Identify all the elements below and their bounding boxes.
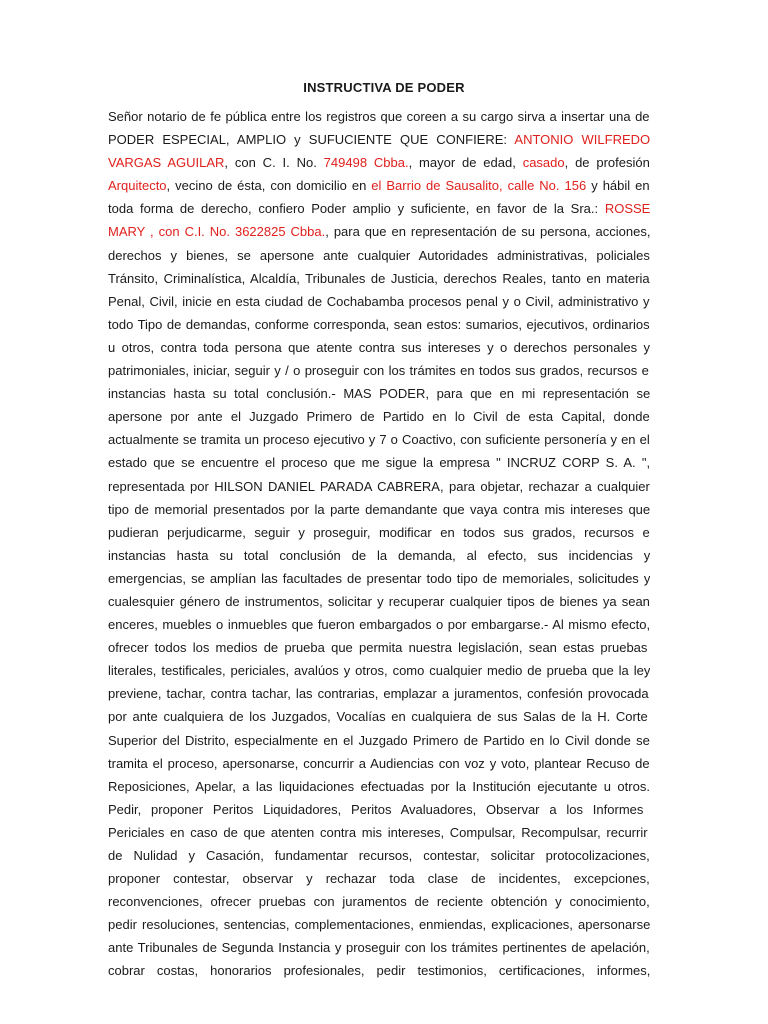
text-line	[108, 936, 650, 959]
text-line	[108, 405, 650, 428]
text-line	[108, 451, 650, 474]
text-run: Periciales en caso de que atenten contra mis intereses, Compulsar, Recompulsar, recurrir	[108, 824, 648, 840]
text-line	[108, 798, 650, 821]
text-run: PODER ESPECIAL, AMPLIO y SUFUCIENTE QUE CONFIERE:	[108, 132, 515, 148]
text-run: toda forma de derecho, confiero Poder amplio y suficiente, en favor de la Sra.:	[108, 201, 605, 217]
text-run: actualmente se tramita un proceso ejecutivo y 7 o Coactivo, con suficiente personería y en el	[108, 432, 650, 448]
highlighted-field-text: 749498 Cbba.	[323, 155, 409, 171]
text-line	[108, 498, 650, 521]
text-line	[108, 890, 650, 913]
text-run: todo Tipo de demandas, conforme corresponda, sean estos: sumarios, ejecutivos, ordinarios	[108, 316, 650, 332]
text-run: derechos y bienes, se apersone ante cualquier Autoridades administrativas, policiales	[108, 247, 650, 263]
text-run: pedir resoluciones, sentencias, complementaciones, enmiendas, explicaciones, apersonarse	[108, 917, 650, 933]
text-run: , vecino de ésta, con domicilio en	[166, 178, 372, 194]
text-run: apersone por ante el Juzgado Primero de Partido en lo Civil de esta Capital, donde	[108, 409, 650, 425]
text-line	[108, 151, 650, 174]
text-line	[108, 359, 650, 382]
text-line	[108, 659, 650, 682]
text-line	[108, 428, 650, 451]
text-run: instancias hasta su total conclusión de la demanda, al efecto, sus incidencias y	[108, 547, 650, 563]
text-line	[108, 267, 650, 290]
text-line	[108, 521, 650, 544]
text-run: enceres, muebles o inmuebles que fueron embargados o por embargarse.- Al mismo efecto,	[108, 617, 650, 633]
text-line	[108, 682, 650, 705]
text-run: previene, tachar, contra tachar, las contrarias, emplazar a juramentos, confesión provocada	[108, 686, 649, 702]
highlighted-field-text: Arquitecto	[108, 178, 167, 194]
text-run: Tránsito, Criminalística, Alcaldía, Tribunales de Justicia, derechos Reales, tanto en materia	[108, 270, 650, 286]
text-run: por ante cualquiera de los Juzgados, Vocalías en cualquiera de sus Salas de la H. Corte	[108, 709, 648, 725]
text-line	[108, 475, 650, 498]
text-run: Señor notario de fe pública entre los registros que coreen a su cargo sirva a insertar una de	[108, 109, 650, 124]
text-line	[108, 382, 650, 405]
document-title: INSTRUCTIVA DE PODER	[303, 80, 465, 95]
text-run: patrimoniales, iniciar, seguir y / o proseguir con los trámites en todos sus grados, recursos e	[108, 363, 649, 379]
text-line	[108, 336, 650, 359]
text-run: Reposiciones, Apelar, a las liquidaciones efectuadas por la Institución ejecutante u otros.	[108, 778, 650, 794]
text-run: tipo de memorial presentados por la parte demandante que vaya contra mis intereses que	[108, 501, 650, 517]
text-run: pudieran perjudicarme, seguir y proseguir, modificar en todos sus grados, recursos e	[108, 524, 650, 540]
text-run: ofrecer todos los medios de prueba que permita nuestra legislación, sean estas pruebas	[108, 640, 648, 656]
text-run: proponer contestar, observar y rechazar toda clase de incidentes, excepciones,	[108, 871, 650, 887]
text-line	[108, 729, 650, 752]
text-line	[108, 636, 650, 659]
text-line	[108, 544, 650, 567]
text-run: , con C. I. No.	[224, 155, 324, 171]
text-run: Pedir, proponer Peritos Liquidadores, Peritos Avaluadores, Observar a los Informes	[108, 801, 644, 817]
text-run: , de profesión	[564, 155, 650, 171]
highlighted-field-text: MARY , con C.I. No. 3622825 Cbba.	[108, 224, 326, 240]
text-line	[108, 313, 650, 336]
text-line	[108, 244, 650, 267]
highlighted-field-text: ROSSE	[604, 201, 650, 217]
highlighted-field-text: el Barrio de Sausalito, calle No. 156	[371, 178, 587, 194]
text-line	[108, 752, 650, 775]
text-line	[108, 613, 650, 636]
text-run: Superior del Distrito, especialmente en el Juzgado Primero de Partido en lo Civil donde se	[108, 732, 650, 748]
text-run: emergencias, se amplían las facultades de presentar todo tipo de memoriales, solicitudes y	[108, 570, 650, 586]
text-run: cualesquier género de instrumentos, solicitar y recuperar cualquier tipos de bienes ya sean	[108, 593, 650, 609]
text-run: , para que en representación de su persona, acciones,	[325, 224, 650, 240]
text-run: cobrar costas, honorarios profesionales, pedir testimonios, certificaciones, informes,	[108, 963, 650, 979]
text-line	[108, 197, 650, 220]
text-line	[108, 590, 650, 613]
text-line	[108, 705, 650, 728]
text-line	[108, 913, 650, 936]
highlighted-field-text: ANTONIO WILFREDO	[514, 132, 650, 148]
text-line	[108, 844, 650, 867]
text-line	[108, 775, 650, 798]
text-line	[108, 220, 650, 243]
document-body	[108, 105, 650, 983]
text-line	[108, 567, 650, 590]
highlighted-field-text: casado	[522, 155, 565, 171]
text-run: u otros, contra toda persona que atente contra sus intereses y o derechos personales y	[108, 339, 650, 355]
text-run: , mayor de edad,	[408, 155, 523, 171]
text-run: Penal, Civil, inicie en esta ciudad de Cochabamba procesos penal y o Civil, administrativo y	[108, 293, 650, 309]
text-line	[108, 821, 650, 844]
text-line	[108, 174, 650, 197]
text-run: de Nulidad y Casación, fundamentar recursos, contestar, solicitar protocolizaciones,	[108, 848, 650, 863]
text-run: tramita el proceso, apersonarse, concurrir a Audiencias con voz y voto, plantear Recuso de	[108, 755, 650, 771]
text-line	[108, 867, 650, 890]
text-run: y hábil en	[586, 178, 650, 194]
text-line	[108, 290, 650, 313]
text-run: estado que se encuentre el proceso que me sigue la empresa " INCRUZ CORP S. A. ",	[108, 455, 650, 471]
text-run: literales, testificales, periciales, avalúos y otros, como cualquier medio de prueba que la ley	[108, 663, 650, 679]
text-line	[108, 128, 650, 151]
text-line	[108, 105, 650, 128]
highlighted-field-text: VARGAS AGUILAR	[108, 155, 225, 171]
text-run: instancias hasta su total conclusión.- MAS PODER, para que en mi representación se	[108, 386, 650, 402]
text-line	[108, 959, 650, 982]
text-run: reconvenciones, ofrecer pruebas con juramentos de reciente obtención y conocimiento,	[108, 894, 650, 910]
text-run: ante Tribunales de Segunda Instancia y proseguir con los trámites pertinentes de apelación,	[108, 940, 650, 956]
text-run: representada por HILSON DANIEL PARADA CABRERA, para objetar, rechazar a cualquier	[108, 478, 650, 494]
